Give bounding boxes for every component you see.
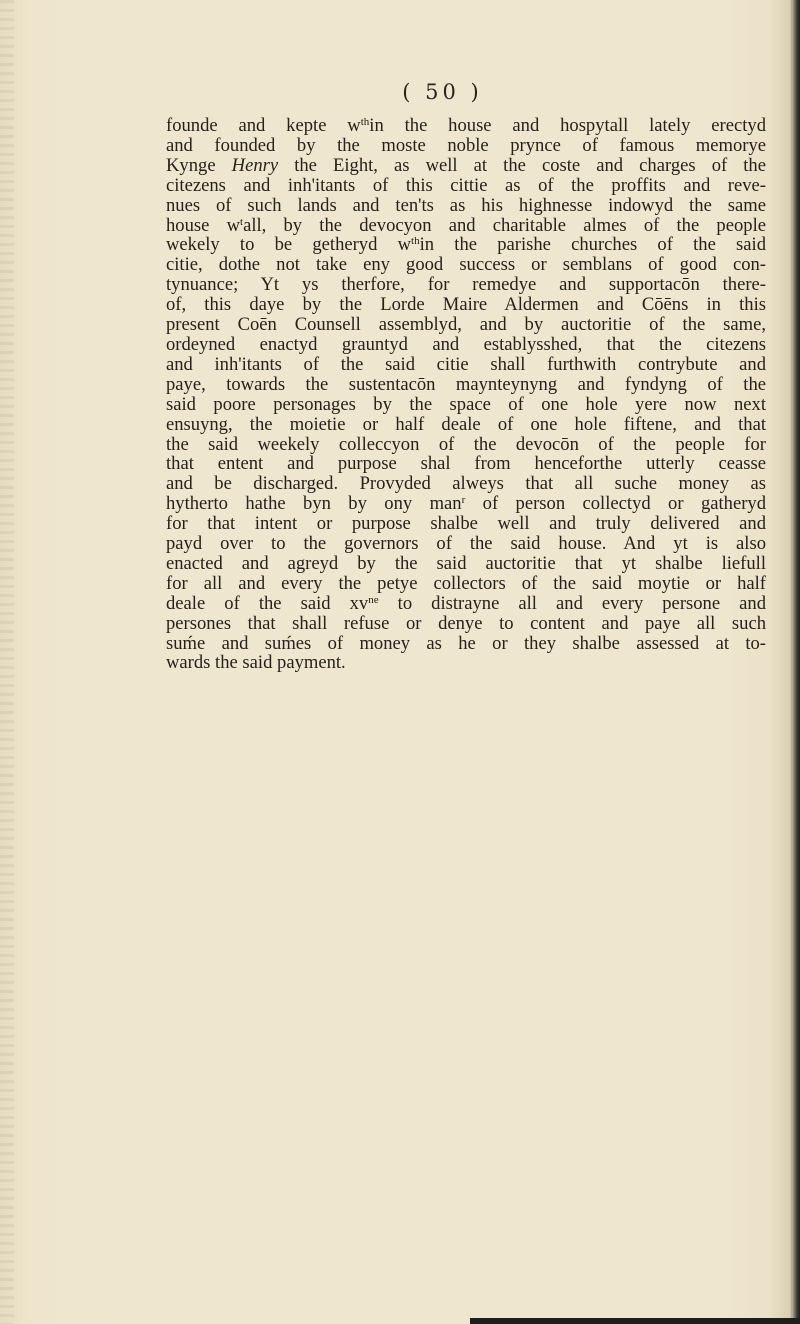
text-line — [166, 196, 766, 216]
text-segment: for that intent or purpose shalbe well and truly delivered and — [166, 513, 766, 535]
text-segment: that entent and purpose shal from henceforthe utterly ceasse — [166, 453, 766, 475]
page-edge-shadow — [792, 0, 800, 1324]
superscript-abbreviation: th — [360, 116, 370, 128]
text-segment: founde and kepte w — [166, 115, 361, 136]
text-segment: for all and every the petye collectors of the said moytie or half — [166, 572, 766, 594]
text-line — [166, 116, 766, 136]
text-line — [166, 574, 766, 594]
text-segment: persones that shall refuse or denye to content and paye all such — [166, 612, 766, 634]
text-line — [166, 435, 766, 455]
text-line — [166, 176, 766, 196]
text-line — [166, 634, 766, 654]
text-line — [166, 375, 766, 395]
binding-gutter — [0, 0, 14, 1324]
text-segment: wekely to be getheryd w — [166, 234, 412, 256]
text-line — [166, 474, 766, 494]
text-line — [166, 415, 766, 435]
text-line — [166, 255, 766, 275]
text-segment: suḿe and suḿes of money as he or they shalbe assessed at to- — [166, 632, 766, 654]
text-segment: payd over to the governors of the said house. And yt is also — [166, 533, 766, 555]
text-line — [166, 594, 766, 614]
text-line — [166, 136, 766, 156]
superscript-abbreviation: t — [240, 215, 244, 228]
text-line — [166, 534, 766, 554]
text-line — [166, 653, 766, 673]
text-line — [166, 514, 766, 534]
body-text — [166, 116, 766, 673]
superscript-abbreviation: th — [411, 235, 420, 248]
superscript-abbreviation: ne — [368, 593, 379, 606]
text-line — [166, 554, 766, 574]
superscript-abbreviation: r — [461, 494, 466, 507]
text-segment: house w — [166, 214, 241, 236]
text-segment: and founded by the moste noble prynce of famous memorye — [166, 134, 766, 156]
page-number: ( 50 ) — [402, 80, 483, 104]
text-segment: Kynge — [166, 154, 232, 176]
text-segment: in the parishe churches of the said — [419, 234, 766, 256]
italic-name: Henry — [231, 154, 279, 176]
text-segment: the Eight, as well at the coste and charges of the — [278, 154, 766, 176]
text-segment: ensuyng, the moietie or half deale of one hole fiftene, and that — [166, 413, 766, 435]
text-segment: paye, towards the sustentacōn maynteynyng and fyndyng of the — [166, 373, 766, 395]
text-line — [166, 275, 766, 295]
text-segment: and inh'itants of the said citie shall furthwith contrybute and — [166, 353, 766, 375]
text-line — [166, 216, 766, 236]
text-segment: all, by the devocyon and charitable almes of the people — [243, 214, 766, 236]
text-segment: tynuance; Yt ys therfore, for remedye and supportacōn there- — [166, 274, 766, 296]
text-line — [166, 355, 766, 375]
text-segment: present Coēn Counsell assemblyd, and by auctoritie of the same, — [166, 314, 766, 336]
text-segment: the said weekely colleccyon of the devocōn of the people for — [166, 433, 766, 455]
text-segment: citie, dothe not take eny good success or semblans of good con- — [166, 254, 766, 276]
text-line — [166, 614, 766, 634]
text-line — [166, 454, 766, 474]
text-line — [166, 295, 766, 315]
page-bottom-shadow — [470, 1318, 800, 1324]
text-line — [166, 235, 766, 255]
text-line — [166, 395, 766, 415]
text-line — [166, 315, 766, 335]
text-line — [166, 335, 766, 355]
text-segment: and be discharged. Provyded alweys that all suche money as — [166, 473, 766, 495]
text-segment: deale of the said xv — [166, 592, 369, 614]
text-segment: ordeyned enactyd grauntyd and establysshed, that the citezens — [166, 333, 766, 355]
text-segment: hytherto hathe byn by ony man — [166, 493, 462, 515]
text-segment: of person collectyd or gatheryd — [465, 493, 766, 515]
text-line — [166, 156, 766, 176]
text-segment: to distrayne all and every persone and — [378, 592, 766, 614]
text-segment: wards the said payment. — [166, 652, 346, 674]
text-segment: in the house and hospytall lately erectyd — [369, 115, 766, 136]
text-segment: said poore personages by the space of one hole yere now next — [166, 393, 766, 415]
text-line — [166, 494, 766, 514]
text-segment: of, this daye by the Lorde Maire Aldermen and Cōēns in this — [166, 294, 766, 316]
text-segment: nues of such lands and ten'ts as his highnesse indowyd the same — [166, 194, 766, 216]
text-segment: enacted and agreyd by the said auctoritie that yt shalbe liefull — [166, 552, 766, 574]
text-segment: citezens and inh'itants of this cittie as of the proffits and reve- — [166, 174, 766, 196]
